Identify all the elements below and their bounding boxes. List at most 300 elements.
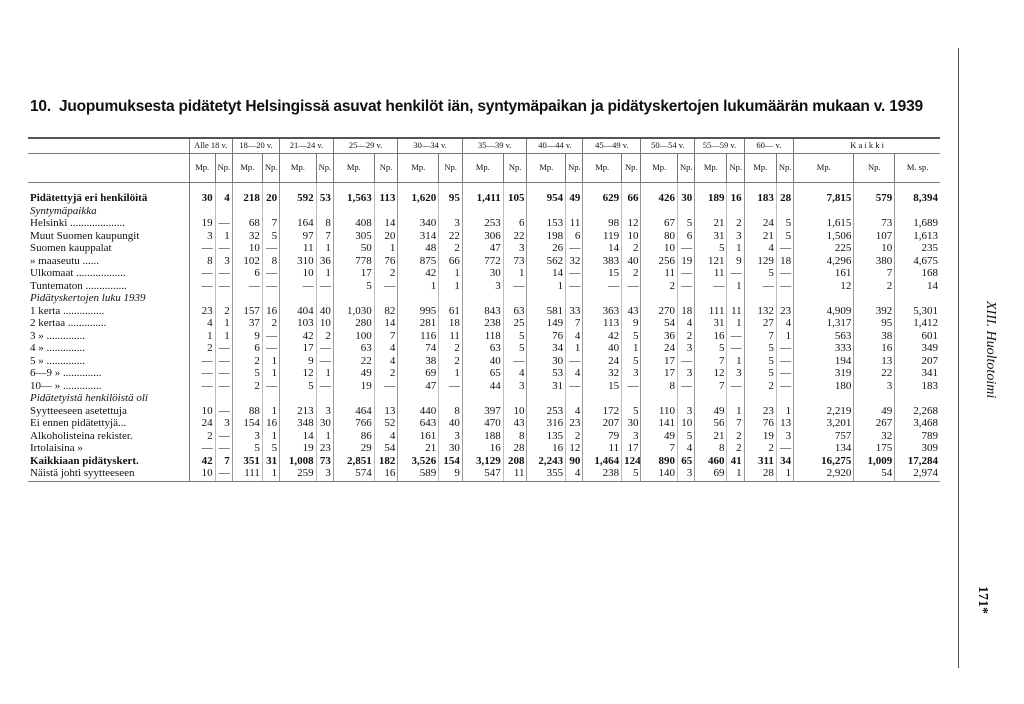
table-cell: 309 (895, 443, 940, 456)
table-cell: — (677, 268, 694, 281)
table-cell: 21 (695, 431, 727, 444)
table-cell: 1,689 (895, 218, 940, 231)
table-cell: 8 (641, 381, 678, 394)
table-cell: — (727, 381, 744, 394)
table-cell: 19 (333, 381, 374, 394)
table-cell: 14 (374, 218, 398, 231)
table-cell: 5 (776, 218, 793, 231)
table-cell: 69 (695, 468, 727, 481)
table-cell: 19 (744, 431, 776, 444)
table-cell: 182 (374, 456, 398, 469)
table-cell: 3 (727, 368, 744, 381)
table-cell: — (503, 281, 527, 294)
table-cell (374, 206, 398, 219)
table-row (28, 356, 940, 369)
table-cell (462, 393, 503, 406)
sex-subheader-np: Np. (262, 154, 279, 183)
table-cell: 5 (695, 243, 727, 256)
table-cell: 5 (677, 431, 694, 444)
table-cell: 26 (527, 243, 566, 256)
table-cell: 41 (727, 456, 744, 469)
table-cell: 1 (398, 281, 439, 294)
table-cell: 2 (744, 381, 776, 394)
table-cell: 6 (566, 231, 583, 244)
table-cell: 183 (744, 183, 776, 206)
table-cell: 995 (398, 306, 439, 319)
table-cell: 601 (895, 331, 940, 344)
table-cell (333, 393, 374, 406)
table-cell: 4 (677, 443, 694, 456)
table-cell: 16 (262, 306, 279, 319)
sex-subheader-mp: Mp. (527, 154, 566, 183)
table-cell: 54 (641, 318, 678, 331)
table-cell: 21 (744, 231, 776, 244)
table-cell: 97 (280, 231, 317, 244)
row-label: Pidätettyjä eri henkilöitä (28, 183, 189, 206)
table-cell: 67 (641, 218, 678, 231)
age-group-header: 25—29 v. (333, 138, 398, 154)
table-cell: 380 (854, 256, 895, 269)
table-cell: 98 (583, 218, 622, 231)
table-cell: 63 (333, 343, 374, 356)
table-cell: 843 (462, 306, 503, 319)
table-cell: 22 (439, 231, 463, 244)
row-label: Helsinki .................... (28, 218, 189, 231)
table-cell: 42 (398, 268, 439, 281)
table-cell: 6 (677, 231, 694, 244)
row-label: Syntymäpaikka (28, 206, 189, 219)
row-label: Ei ennen pidätettyjä... (28, 418, 189, 431)
table-cell: 3 (503, 381, 527, 394)
table-cell: — (262, 343, 279, 356)
sex-subheader-np: Np. (622, 154, 641, 183)
table-cell: 3 (677, 368, 694, 381)
table-cell: 76 (744, 418, 776, 431)
table-cell: 464 (333, 406, 374, 419)
table-cell (462, 206, 503, 219)
table-cell: 22 (503, 231, 527, 244)
table-cell: 4 (566, 331, 583, 344)
table-cell: 281 (398, 318, 439, 331)
table-cell: 1 (262, 356, 279, 369)
table-cell (262, 206, 279, 219)
table-cell: 3 (439, 431, 463, 444)
table-section-heading-row (28, 293, 940, 306)
table-section-heading-row (28, 206, 940, 219)
table-cell: — (776, 243, 793, 256)
table-cell: — (189, 368, 215, 381)
table-cell: — (776, 281, 793, 294)
table-cell (374, 393, 398, 406)
table-cell (316, 293, 333, 306)
table-cell (744, 293, 776, 306)
table-cell: 1,620 (398, 183, 439, 206)
table-cell: 47 (462, 243, 503, 256)
table-cell: 314 (398, 231, 439, 244)
table-cell: 90 (566, 456, 583, 469)
table-cell: 10 (232, 243, 262, 256)
table-cell (895, 393, 940, 406)
table-cell (333, 206, 374, 219)
table-cell: 3 (622, 431, 641, 444)
sex-subheader-mp: Mp. (333, 154, 374, 183)
age-group-header: 45—49 v. (583, 138, 641, 154)
table-cell: 164 (280, 218, 317, 231)
table-cell: 14 (583, 243, 622, 256)
table-cell: 341 (895, 368, 940, 381)
table-cell (262, 293, 279, 306)
table-cell: — (744, 281, 776, 294)
table-cell: 789 (895, 431, 940, 444)
table-cell: 24 (583, 356, 622, 369)
table-cell: 1 (316, 368, 333, 381)
table-cell: — (215, 406, 232, 419)
table-cell: 14 (280, 431, 317, 444)
table-cell: 207 (895, 356, 940, 369)
table-row (28, 243, 940, 256)
table-cell: 38 (398, 356, 439, 369)
table-cell: 253 (527, 406, 566, 419)
table-cell: 397 (462, 406, 503, 419)
table-cell: 643 (398, 418, 439, 431)
row-label: Pidätetyistä henkilöistä oli (28, 393, 189, 406)
table-cell: 1 (727, 318, 744, 331)
table-cell: 6 (232, 343, 262, 356)
table-cell: 2,974 (895, 468, 940, 481)
table-cell: 766 (333, 418, 374, 431)
table-cell: 5 (262, 231, 279, 244)
table-cell: 3 (316, 406, 333, 419)
table-cell (215, 393, 232, 406)
table-cell: 1 (776, 468, 793, 481)
table-cell: 168 (895, 268, 940, 281)
table-cell: — (215, 443, 232, 456)
table-cell: 1,412 (895, 318, 940, 331)
table-cell: 17 (641, 356, 678, 369)
table-cell: 31 (527, 381, 566, 394)
table-row (28, 268, 940, 281)
age-group-header-row (28, 138, 940, 154)
table-cell: 351 (232, 456, 262, 469)
table-cell (583, 206, 622, 219)
table-cell: 2 (232, 356, 262, 369)
table-cell: 3 (854, 381, 895, 394)
table-cell: 778 (333, 256, 374, 269)
row-label: Suomen kauppalat (28, 243, 189, 256)
table-cell: — (677, 243, 694, 256)
table-cell: 23 (776, 306, 793, 319)
table-cell: — (776, 368, 793, 381)
table-cell: 44 (462, 381, 503, 394)
table-cell (232, 206, 262, 219)
table-cell: 1 (622, 343, 641, 356)
row-label: 10— » .............. (28, 381, 189, 394)
section-running-head: XIII. Huoltotoimi (983, 301, 998, 399)
table-cell: 5 (232, 368, 262, 381)
table-cell: 1,613 (895, 231, 940, 244)
table-cell (215, 206, 232, 219)
table-cell: — (316, 356, 333, 369)
table-cell: 4 (374, 343, 398, 356)
table-cell: 589 (398, 468, 439, 481)
table-cell: 1 (439, 268, 463, 281)
table-cell: 2 (677, 331, 694, 344)
sex-subheader-msp: M. sp. (895, 154, 940, 183)
table-cell: 65 (677, 456, 694, 469)
table-cell: 49 (854, 406, 895, 419)
table-cell: 33 (566, 306, 583, 319)
table-cell: 15 (583, 381, 622, 394)
table-cell: 7 (744, 331, 776, 344)
table-cell: — (262, 268, 279, 281)
age-group-header: K a i k k i (794, 138, 940, 154)
table-cell: 172 (583, 406, 622, 419)
table-cell: 11 (503, 468, 527, 481)
table-cell: 2,851 (333, 456, 374, 469)
table-cell: 10 (641, 243, 678, 256)
table-cell (189, 293, 215, 306)
table-cell: — (215, 343, 232, 356)
table-cell (794, 293, 854, 306)
table-cell: 7,815 (794, 183, 854, 206)
table-cell: — (215, 281, 232, 294)
table-cell: 5 (280, 381, 317, 394)
table-cell: 76 (527, 331, 566, 344)
table-cell (794, 206, 854, 219)
table-cell: 5 (333, 281, 374, 294)
table-cell: 88 (232, 406, 262, 419)
table-cell (854, 206, 895, 219)
table-cell: 349 (895, 343, 940, 356)
table-cell: 470 (462, 418, 503, 431)
table-cell: 8 (695, 443, 727, 456)
table-cell: 25 (503, 318, 527, 331)
table-cell: 40 (622, 256, 641, 269)
table-cell: 3,526 (398, 456, 439, 469)
table-cell (262, 393, 279, 406)
table-cell: 3 (189, 231, 215, 244)
table-row (28, 331, 940, 344)
table-cell: — (503, 356, 527, 369)
table-cell: 28 (503, 443, 527, 456)
table-cell: 11 (583, 443, 622, 456)
table-cell: — (776, 343, 793, 356)
table-cell: 73 (854, 218, 895, 231)
table-cell: 56 (695, 418, 727, 431)
table-cell: 5 (695, 343, 727, 356)
table-row (28, 368, 940, 381)
table-cell: 16 (854, 343, 895, 356)
sex-subheader-np: Np. (316, 154, 333, 183)
table-cell: 188 (462, 431, 503, 444)
table-cell: 4,675 (895, 256, 940, 269)
table-cell: 30 (316, 418, 333, 431)
sex-subheader-mp: Mp. (232, 154, 262, 183)
table-cell: 16 (527, 443, 566, 456)
table-cell: 8,394 (895, 183, 940, 206)
age-group-header: 50—54 v. (641, 138, 695, 154)
table-cell: — (374, 281, 398, 294)
table-cell: 316 (527, 418, 566, 431)
table-cell: 1 (566, 343, 583, 356)
table-cell: 3,468 (895, 418, 940, 431)
table-cell: 2 (439, 243, 463, 256)
table-cell: 7 (695, 381, 727, 394)
table-cell: 1 (527, 281, 566, 294)
statistics-table (28, 137, 940, 482)
table-cell: 1,008 (280, 456, 317, 469)
table-cell: 460 (695, 456, 727, 469)
table-cell: 8 (262, 256, 279, 269)
table-cell: — (189, 356, 215, 369)
table-cell (641, 293, 678, 306)
table-cell (854, 293, 895, 306)
table-cell: 30 (189, 183, 215, 206)
table-cell: 1,563 (333, 183, 374, 206)
table-cell: 280 (333, 318, 374, 331)
table-cell: 5 (776, 231, 793, 244)
table-row (28, 343, 940, 356)
table-cell (316, 206, 333, 219)
table-cell: 340 (398, 218, 439, 231)
table-cell: 121 (695, 256, 727, 269)
table-cell: 2 (727, 443, 744, 456)
table-cell: — (439, 381, 463, 394)
table-cell: 2 (727, 431, 744, 444)
table-cell: 355 (527, 468, 566, 481)
table-cell: 213 (280, 406, 317, 419)
table-cell: 69 (398, 368, 439, 381)
table-cell: — (695, 281, 727, 294)
table-cell: 2 (316, 331, 333, 344)
table-cell: 5 (503, 343, 527, 356)
table-cell: 5 (622, 356, 641, 369)
table-cell: 23 (744, 406, 776, 419)
table-cell: 1,615 (794, 218, 854, 231)
table-cell: 141 (641, 418, 678, 431)
table-cell: 82 (374, 306, 398, 319)
table-cell: 10 (280, 268, 317, 281)
table-cell: 18 (677, 306, 694, 319)
table-title (30, 98, 960, 116)
table-cell: — (776, 356, 793, 369)
table-cell: 63 (462, 343, 503, 356)
table-row (28, 381, 940, 394)
table-cell (189, 393, 215, 406)
table-cell: 16 (727, 183, 744, 206)
table-cell: 8 (503, 431, 527, 444)
table-cell: 49 (333, 368, 374, 381)
table-cell: 19 (677, 256, 694, 269)
table-cell: 153 (527, 218, 566, 231)
row-label: Tuntematon ............... (28, 281, 189, 294)
table-cell: 7 (262, 218, 279, 231)
table-cell: 32 (232, 231, 262, 244)
table-cell: — (189, 443, 215, 456)
table-cell (462, 293, 503, 306)
sex-subheader-np: Np. (854, 154, 895, 183)
table-cell: — (566, 281, 583, 294)
table-cell: 16 (262, 418, 279, 431)
table-cell: 8 (189, 256, 215, 269)
table-cell: 592 (280, 183, 317, 206)
table-cell: 113 (374, 183, 398, 206)
table-cell: 1 (727, 281, 744, 294)
table-cell: 890 (641, 456, 678, 469)
table-cell: 189 (695, 183, 727, 206)
table-cell: 7 (641, 443, 678, 456)
table-cell: — (189, 243, 215, 256)
table-cell: 2 (189, 343, 215, 356)
table-cell (527, 393, 566, 406)
table-cell: 13 (374, 406, 398, 419)
table-cell: 1 (215, 331, 232, 344)
table-cell: 1,009 (854, 456, 895, 469)
table-section-heading-row (28, 393, 940, 406)
table-cell: 1 (189, 331, 215, 344)
table-cell: 1 (215, 318, 232, 331)
table-cell (695, 393, 727, 406)
table-cell: 408 (333, 218, 374, 231)
table-cell: 135 (527, 431, 566, 444)
table-cell: 110 (641, 406, 678, 419)
table-cell: 10 (622, 231, 641, 244)
table-cell (503, 293, 527, 306)
age-group-header: 18—20 v. (232, 138, 279, 154)
table-cell: 16 (374, 468, 398, 481)
table-cell: 65 (462, 368, 503, 381)
table-cell (280, 206, 317, 219)
table-cell: — (622, 381, 641, 394)
table-cell: 132 (744, 306, 776, 319)
table-cell (695, 293, 727, 306)
table-cell: 118 (462, 331, 503, 344)
table-cell: 154 (439, 456, 463, 469)
table-cell: 16 (695, 331, 727, 344)
table-cell: 3 (776, 431, 793, 444)
sex-subheader-mp: Mp. (583, 154, 622, 183)
sex-subheader-mp: Mp. (398, 154, 439, 183)
table-cell: 17 (333, 268, 374, 281)
table-cell: 105 (503, 183, 527, 206)
table-cell: 11 (280, 243, 317, 256)
table-cell: 1 (374, 243, 398, 256)
table-cell: — (189, 381, 215, 394)
table-cell: — (566, 381, 583, 394)
table-cell (677, 293, 694, 306)
table-cell: — (262, 243, 279, 256)
table-cell: 2 (854, 281, 895, 294)
table-cell: — (566, 356, 583, 369)
table-cell: 270 (641, 306, 678, 319)
table-cell: 50 (333, 243, 374, 256)
table-row (28, 418, 940, 431)
table-cell: — (215, 356, 232, 369)
table-cell: 954 (527, 183, 566, 206)
table-cell (398, 293, 439, 306)
table-cell: 16 (462, 443, 503, 456)
table-cell: 21 (695, 218, 727, 231)
table-cell: 194 (794, 356, 854, 369)
table-cell: 1 (316, 431, 333, 444)
table-cell: 38 (854, 331, 895, 344)
age-group-header: 60— v. (744, 138, 793, 154)
table-cell: — (566, 243, 583, 256)
table-cell: 2 (215, 306, 232, 319)
table-cell: 1,411 (462, 183, 503, 206)
table-cell: 52 (374, 418, 398, 431)
table-cell (727, 393, 744, 406)
